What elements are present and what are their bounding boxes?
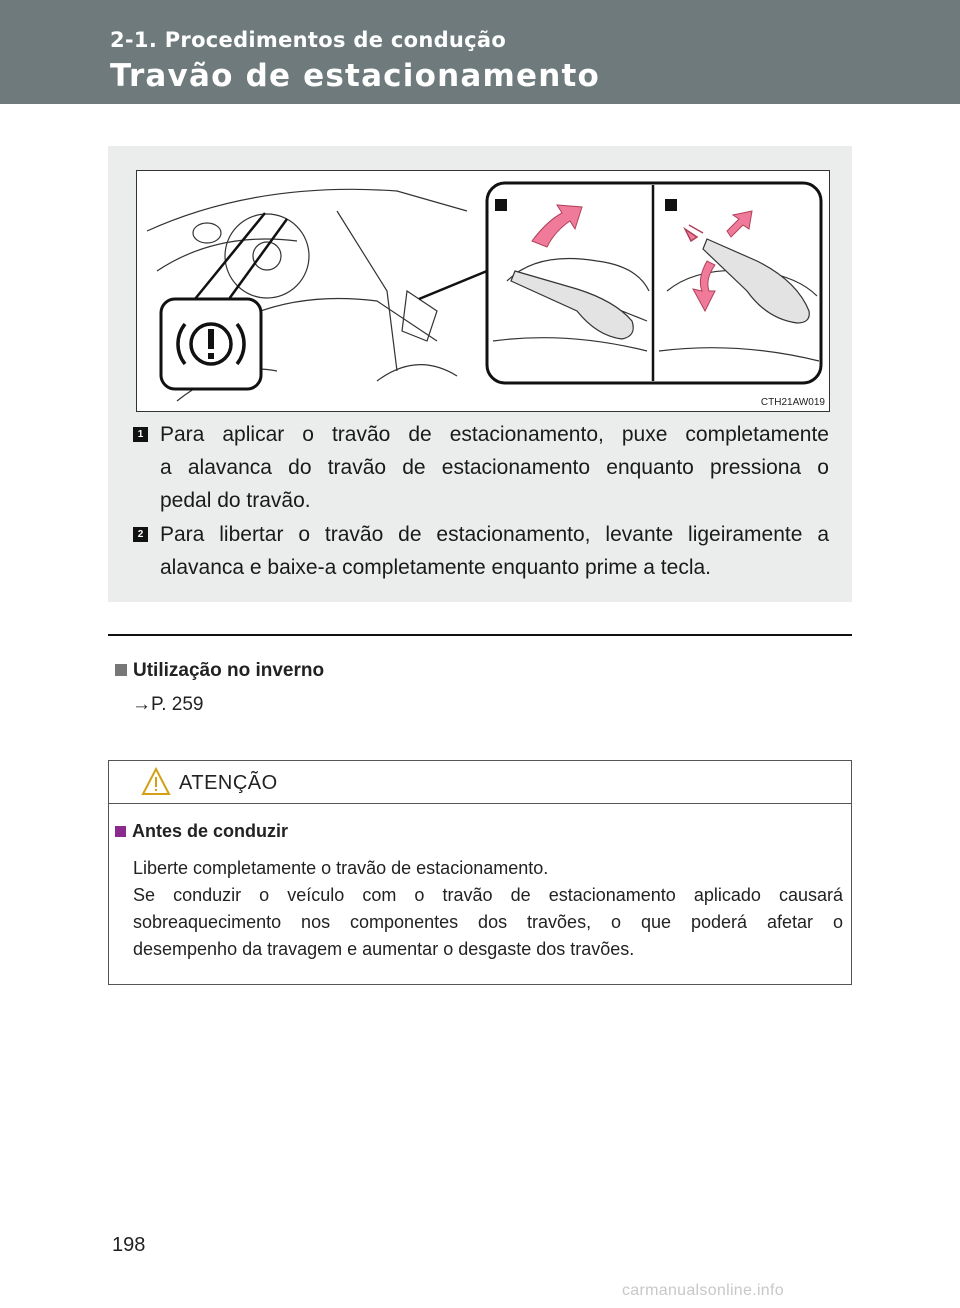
- caution-header: [109, 761, 851, 804]
- page-reference: →P. 259: [132, 694, 204, 715]
- illustration-svg: [137, 171, 829, 411]
- caution-line-3: sobreaquecimento nos componentes dos travões, o que poderá afetar o: [133, 912, 843, 932]
- caution-text: [133, 855, 843, 963]
- step-marker-1: 1: [133, 427, 148, 442]
- figure-box: [108, 146, 852, 602]
- section-divider: [108, 634, 852, 636]
- caution-line-2: Se conduzir o veículo com o travão de estacionamento aplicado causará: [133, 885, 843, 905]
- step-marker-2: 2: [133, 527, 148, 542]
- watermark: carmanualsonline.info: [622, 1282, 784, 1299]
- step-apply-line-1: Para aplicar o travão de estacionamento, puxe completamente: [160, 423, 829, 446]
- step-apply: [133, 418, 829, 517]
- caution-bullet-icon: [115, 826, 126, 837]
- step-apply-line-2: a alavanca do travão de estacionamento enquanto pressiona o: [160, 456, 829, 479]
- page-title: Travão de estacionamento: [110, 58, 600, 94]
- step-release-line-1: Para libertar o travão de estacionamento, levante ligeiramente a: [160, 523, 829, 546]
- caution-subheading: [115, 821, 288, 842]
- caution-line-1: Liberte completamente o travão de estacionamento.: [133, 858, 549, 878]
- caution-title: ATENÇÃO: [179, 772, 278, 794]
- step-release: [133, 518, 829, 584]
- chapter-header: [0, 0, 960, 104]
- bullet-square-icon: [115, 664, 127, 676]
- figure-code: CTH21AW019: [760, 397, 825, 408]
- section-label: 2-1. Procedimentos de condução: [110, 28, 507, 52]
- step-apply-line-3: pedal do travão.: [160, 489, 311, 512]
- winter-heading-text: Utilização no inverno: [133, 660, 325, 681]
- winter-heading: [115, 660, 324, 682]
- caution-subheading-text: Antes de conduzir: [132, 821, 289, 841]
- caution-line-4: desempenho da travagem e aumentar o desgaste dos travões.: [133, 939, 635, 959]
- parking-brake-illustration: [136, 170, 830, 412]
- caution-box: [108, 760, 852, 985]
- page-number: 198: [112, 1234, 146, 1256]
- warning-triangle-icon: [141, 767, 171, 797]
- step-release-line-2: alavanca e baixe-a completamente enquanto prime a tecla.: [160, 556, 712, 579]
